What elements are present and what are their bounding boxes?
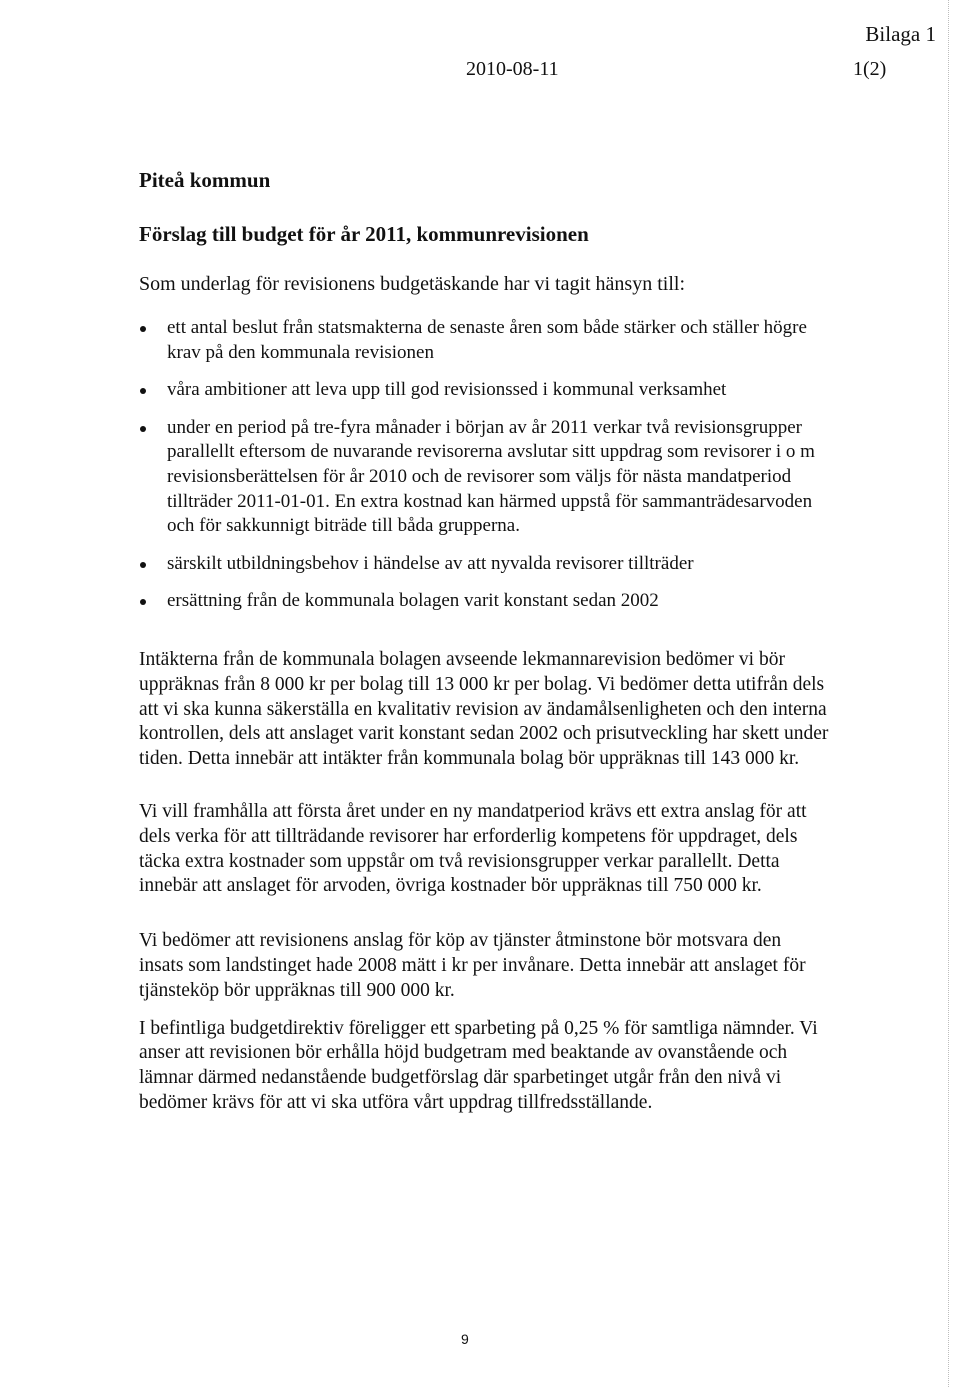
bullet-icon [140, 599, 146, 605]
considerations-list [139, 316, 829, 614]
intro-text: Som underlag för revisionens budgetäskande har vi tagit hänsyn till: [139, 273, 685, 295]
list-item-text: ett antal beslut från statsmakterna de senaste åren som både stärker och ställer högre krav på den kommunala revisionen [167, 317, 807, 363]
list-item [139, 589, 829, 614]
bullet-icon [140, 326, 146, 332]
organization-name: Piteå kommun [139, 168, 271, 192]
bullet-icon [140, 388, 146, 394]
list-item [139, 552, 829, 577]
page-indicator: 1(2) [853, 58, 887, 80]
footer-page-number: 9 [461, 1331, 469, 1347]
list-item-text: ersättning från de kommunala bolagen varit konstant sedan 2002 [167, 590, 659, 612]
list-item-text: särskilt utbildningsbehov i händelse av att nyvalda revisorer tillträder [167, 552, 694, 574]
scan-edge-line [948, 0, 949, 1387]
list-item [139, 378, 829, 403]
list-item [139, 316, 829, 365]
bullet-icon [140, 426, 146, 432]
paragraph-revenue: Intäkterna från de kommunala bolagen avseende lekmannarevision bedömer vi bör uppräknas från 8 000 kr per bolag till 13 000 kr per bolag. Vi bedömer detta utifrån dels att vi ska kunna säkerställa en kvalitativ revision av ändamålsenligheten och den interna kontrollen, dels att anslaget varit konstant sedan 2002 och prisutveckling har skett under tiden. Detta innebär att intäkter från kommunala bolag bör uppräknas till 143 000 kr. [139, 648, 829, 770]
document-title: Förslag till budget för år 2011, kommunrevisionen [139, 222, 589, 246]
list-item [139, 416, 829, 539]
paragraph-services: Vi bedömer att revisionens anslag för köp av tjänster åtminstone bör motsvara den insats som landstinget hade 2008 mätt i kr per invånare. Detta innebär att anslaget för tjänsteköp bör uppräknas till 900 000 kr. [139, 930, 806, 1001]
list-item-text: under en period på tre-fyra månader i början av år 2011 verkar två revisionsgrupper parallellt eftersom de nuvarande revisorerna avslutar sitt uppdrag som revisorer i o m revisionsberättelsen för år 2010 och de revisorer som väljs för nästa mandatperiod tillträder 2011-01-01. En extra kostnad kan härmed uppstå för sammanträdesarvoden och för sakkunnigt biträde till båda grupperna. [167, 416, 815, 537]
paragraph-extra-allocation: Vi vill framhålla att första året under en ny mandatperiod krävs ett extra anslag för att dels verka för att tillträdande revisorer har erforderlig kompetens för uppdraget, dels täcka extra kostnader som uppstår om två revisionsgrupper verkar parallellt. Detta innebär att anslaget för arvoden, övriga kostnader bör uppräknas till 750 000 kr. [139, 800, 807, 897]
document-body [139, 168, 829, 1116]
list-item-text: våra ambitioner att leva upp till god revisionssed i kommunal verksamhet [167, 379, 727, 401]
paragraph-savings: I befintliga budgetdirektiv föreligger ett sparbeting på 0,25 % för samtliga nämnder. Vi anser att revisionen bör erhålla höjd budgetram med beaktande av ovanstående och lämnar därmed nedanstående budgetförslag där sparbetinget utgår från den nivå vi bedömer krävs för att vi ska utföra vårt uppdrag tillfredsställande. [139, 1017, 818, 1113]
appendix-label: Bilaga 1 [865, 22, 936, 46]
document-date: 2010-08-11 [466, 58, 559, 80]
bullet-icon [140, 562, 146, 568]
